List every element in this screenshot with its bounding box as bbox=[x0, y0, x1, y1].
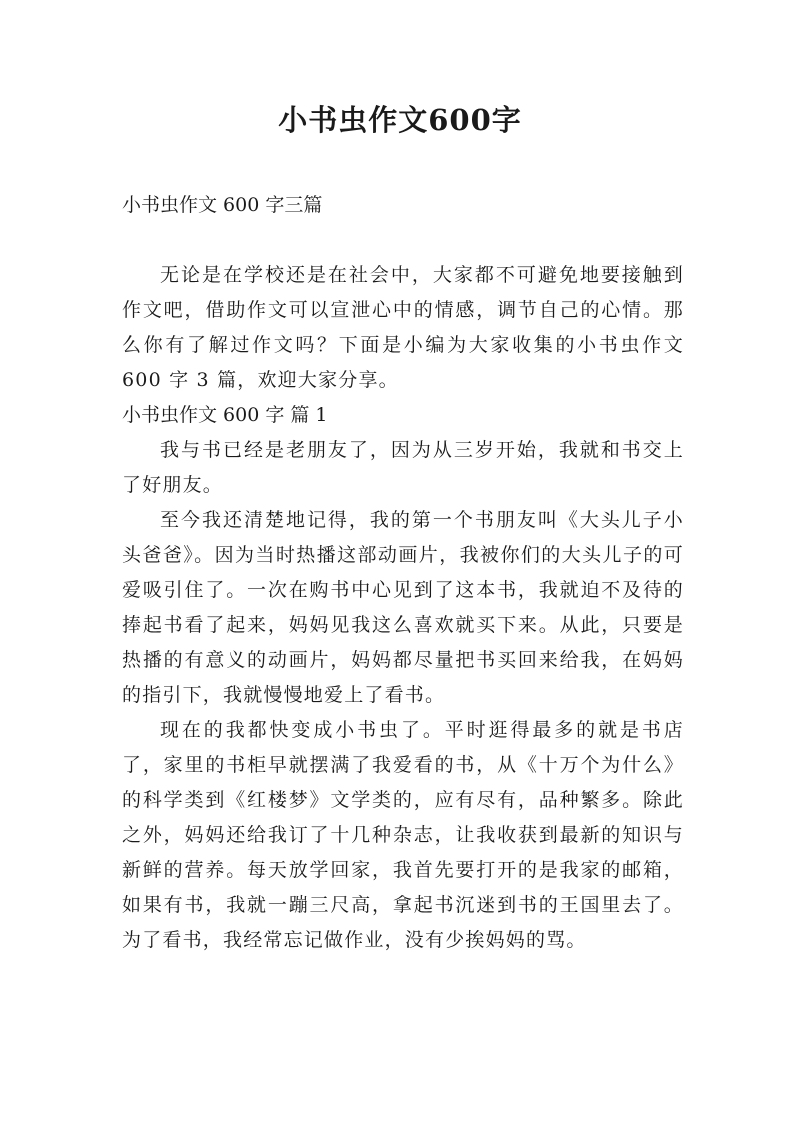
body-paragraph: 我与书已经是老朋友了，因为从三岁开始，我就和书交上了好朋友。 bbox=[122, 439, 684, 496]
body-paragraph: 至今我还清楚地记得，我的第一个书朋友叫《大头儿子小头爸爸》。因为当时热播这部动画片，我被你们的大头儿子的可爱吸引住了。一次在购书中心见到了这本书，我就迫不及待的捧起书看了起来，妈妈见我这么喜欢就买下来。从此，只要是热播的有意义的动画片，妈妈都尽量把书买回来给我，在妈妈的指引下，我就慢慢地爱上了看书。 bbox=[122, 509, 684, 706]
section-heading: 小书虫作文 600 字 篇 1 bbox=[122, 404, 328, 426]
document-subtitle: 小书虫作文 600 字三篇 bbox=[122, 194, 323, 216]
intro-paragraph: 无论是在学校还是在社会中，大家都不可避免地要接触到作文吧，借助作文可以宣泄心中的情感，调节自己的心情。那么你有了解过作文吗？下面是小编为大家收集的小书虫作文 600 字 3 篇，欢迎大家分享。 bbox=[122, 264, 684, 391]
body-paragraph: 现在的我都快变成小书虫了。平时逛得最多的就是书店了，家里的书柜早就摆满了我爱看的书，从《十万个为什么》的科学类到《红楼梦》文学类的，应有尽有，品种繁多。除此之外，妈妈还给我订了十几种杂志，让我收获到最新的知识与新鲜的营养。每天放学回家，我首先要打开的是我家的邮箱，如果有书，我就一蹦三尺高，拿起书沉迷到书的王国里去了。为了看书，我经常忘记做作业，没有少挨妈妈的骂。 bbox=[122, 719, 684, 951]
document-body bbox=[122, 258, 684, 958]
document-title: 小书虫作文600字 bbox=[278, 103, 522, 137]
